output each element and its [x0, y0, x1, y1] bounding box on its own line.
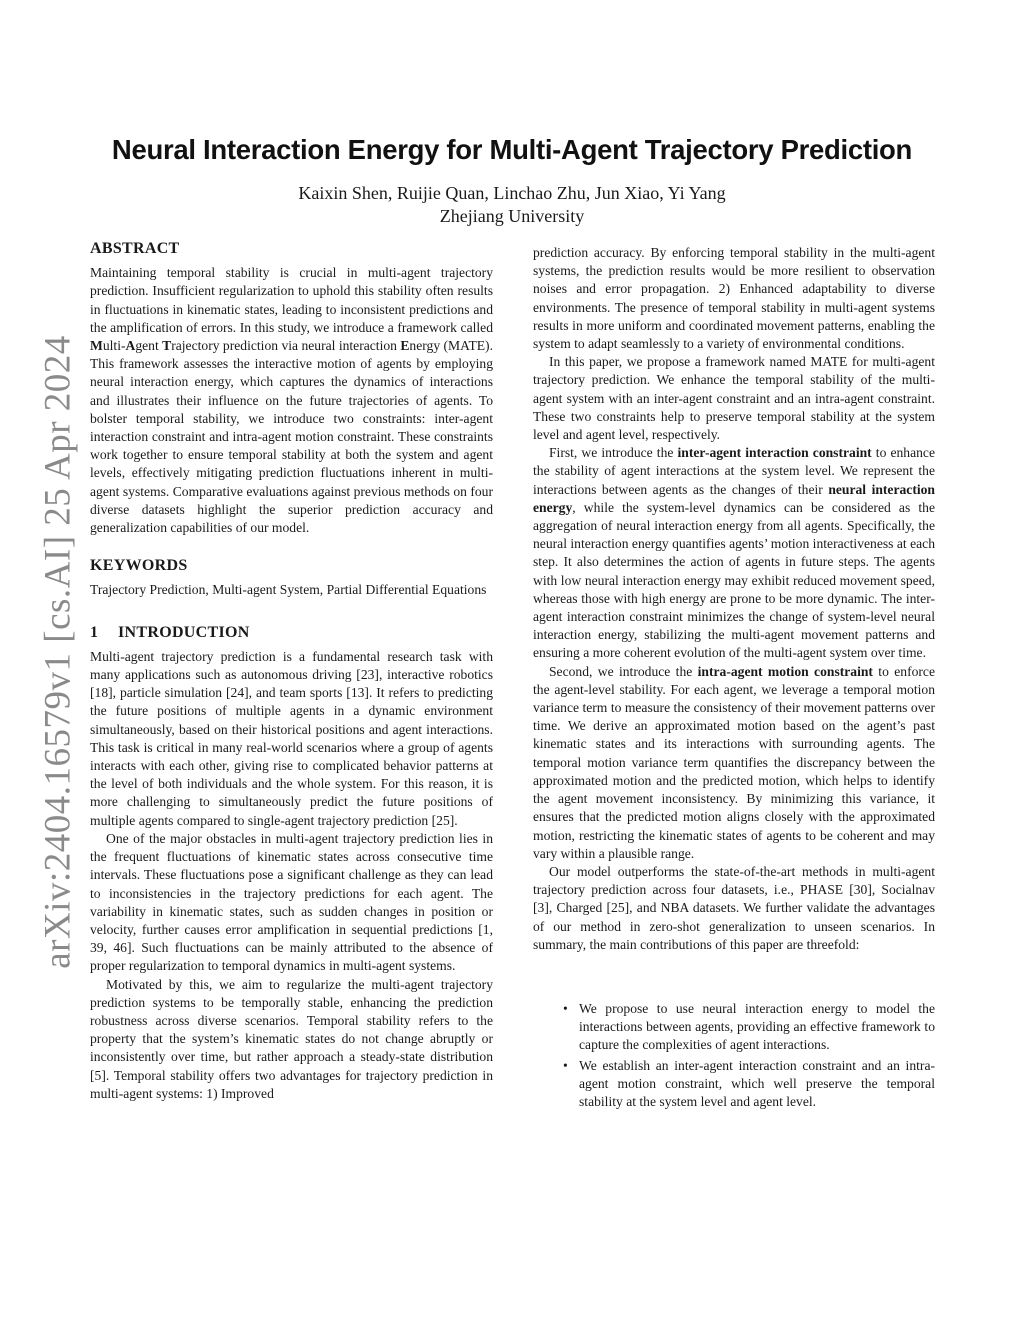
intro-paragraph-6: Second, we introduce the intra-agent motion constraint to enforce the agent-level stability. For each agent, we leverage a temporal motion variance term to measure the consistency of their movement patterns over time. We derive an approximated motion based on the agent’s past kinematic states and its interactions with surrounding agents. The temporal motion variance term quantifies the discrepancy between the approximated motion and the predicted motion, which helps to identify the agent movement inconsistency. By minimizing this variance, it ensures that the predicted motion aligns closely with the approximated motion, restricting the kinematic states of agents to be coherent and may vary within a plausible range.	[533, 663, 935, 861]
keywords-text: Trajectory Prediction, Multi-agent System, Partial Differential Equations	[90, 582, 487, 598]
left-column	[90, 240, 493, 1103]
intro-paragraph-5: First, we introduce the inter-agent interaction constraint to enhance the stability of agent interactions at the system level. We represent the interactions between agents as the changes of their neural interaction energy, while the system-level dynamics can be considered as the aggregation of neural interaction energy from all agents. Specifically, the neural interaction energy quantifies agents’ motion interactiveness at each step. It also determines the action of agents in future steps. The agents with low neural interaction energy may exhibit reduced movement speed, whereas those with high energy are prone to be more dynamic. The inter-agent interaction constraint minimizes the change of system-level neural interaction energy, stabilizing the multi-agent movement patterns and ensuring a more coherent evolution of the multi-agent system over time.	[533, 445, 935, 661]
paper-title: Neural Interaction Energy for Multi-Agent Trajectory Prediction	[111, 134, 913, 165]
intro-paragraph-7: Our model outperforms the state-of-the-art methods in multi-agent trajectory prediction across four datasets, i.e., PHASE [30], Socialnav [3], Charged [25], and NBA datasets. We further validate the advantages of our method in zero-shot generalization to unseen scenarios. In summary, the main contributions of this paper are threefold:	[533, 863, 935, 952]
abstract-section	[90, 240, 493, 537]
intro-paragraph-3: Motivated by this, we aim to regularize the multi-agent trajectory prediction systems to be temporally stable, enhancing the prediction robustness across diverse scenarios. Temporal stability refers to the property that the system’s kinematic states do not change abruptly or inconsistently over time, but rather approach a steady-state distribution [5]. Temporal stability offers two advantages for trajectory prediction in multi-agent systems: 1) Improved	[90, 976, 493, 1101]
right-column	[533, 244, 935, 1113]
intro-paragraph-1: Multi-agent trajectory prediction is a fundamental research task with many applications such as autonomous driving [23], interactive robotics [18], particle simulation [24], and team sports [13]. It refers to predicting the future positions of multiple agents in a dynamic environment simultaneously, based on their historical positions and agent interactions. This task is critical in many real-world scenarios where a group of agents interacts with each other, giving rise to complicated behavior patterns at the level of both individuals and the whole system. For this reason, it is more challenging to simultaneously predict the future positions of multiple agents compared to single-agent trajectory prediction [25].	[90, 648, 493, 828]
keywords-section	[90, 557, 493, 599]
bullet-icon: •	[563, 1000, 568, 1016]
intro-paragraph-4: In this paper, we propose a framework named MATE for multi-agent trajectory prediction. We enhance the temporal stability of the multi-agent system with an inter-agent constraint and an intra-agent constraint. These two constraints help to preserve temporal stability at the system level and agent level, respectively.	[533, 354, 935, 443]
affiliation: Zhejiang University	[439, 206, 585, 226]
introduction-section	[90, 624, 493, 1103]
list-item: • We establish an inter-agent interaction constraint and an intra-agent motion constraint, which well preserve the temporal stability at the system level and agent level.	[563, 1057, 935, 1109]
intro-paragraph-3-continued: prediction accuracy. By enforcing temporal stability in the multi-agent systems, the prediction results would be more resilient to observation noises and error propagation. 2) Enhanced adaptability to diverse environments. The presence of temporal stability in multi-agent systems results in more uniform and coordinated movement patterns, enabling the system to adapt seamlessly to a variety of environmental conditions.	[533, 245, 935, 352]
list-item: • We propose to use neural interaction energy to model the interactions between agents, providing an effective framework to capture the complexities of agent interactions.	[563, 1000, 935, 1053]
section-title: INTRODUCTION	[118, 623, 250, 641]
inter-agent-term: inter-agent interaction constraint	[677, 445, 872, 461]
bullet-icon: •	[563, 1057, 568, 1073]
abstract-heading: ABSTRACT	[90, 240, 180, 257]
author-list: Kaixin Shen, Ruijie Quan, Linchao Zhu, Jun Xiao, Yi Yang	[298, 183, 726, 203]
introduction-heading	[90, 624, 493, 642]
intro-paragraph-2: One of the major obstacles in multi-agent trajectory prediction lies in the frequent fluctuations of kinematic states across consecutive time intervals. These fluctuations pose a significant challenge as they can lead to inconsistencies in the trajectory predictions for each agent. The variability in kinematic states, such as sudden changes in position or velocity, further causes error amplification in sequential predictions [1, 39, 46]. Such fluctuations can be mainly attributed to the absence of proper regularization to temporal dynamics in multi-agent systems.	[90, 830, 493, 974]
keywords-heading: KEYWORDS	[90, 557, 188, 575]
section-number: 1	[90, 623, 99, 641]
arxiv-identifier-stamp: arXiv:2404.16579v1 [cs.AI] 25 Apr 2024	[37, 335, 79, 969]
neural-energy-term: neural interaction energy	[533, 481, 935, 515]
abstract-text: Maintaining temporal stability is crucial in multi-agent trajectory prediction. Insufficient regularization to uphold this stability often results in fluctuations in kinematic states, leading to inconsistent predictions and the amplification of errors. In this study, we introduce a framework called Multi-Agent Trajectory prediction via neural interaction Energy (MATE). This framework assesses the interactive motion of agents by employing neural interaction energy, which captures the dynamics of interactions and illustrates their influence on the future trajectories of agents. To bolster temporal stability, we introduce two constraints: inter-agent interaction constraint and intra-agent motion constraint. These constraints work together to ensure temporal stability at both the system and agent levels, effectively mitigating prediction fluctuations inherent in multi-agent systems. Comparative evaluations against previous methods on four diverse datasets highlight the superior prediction accuracy and generalization capabilities of our model.	[90, 265, 493, 536]
intra-agent-term: intra-agent motion constraint	[697, 663, 873, 679]
contribution-list	[533, 1000, 935, 1111]
